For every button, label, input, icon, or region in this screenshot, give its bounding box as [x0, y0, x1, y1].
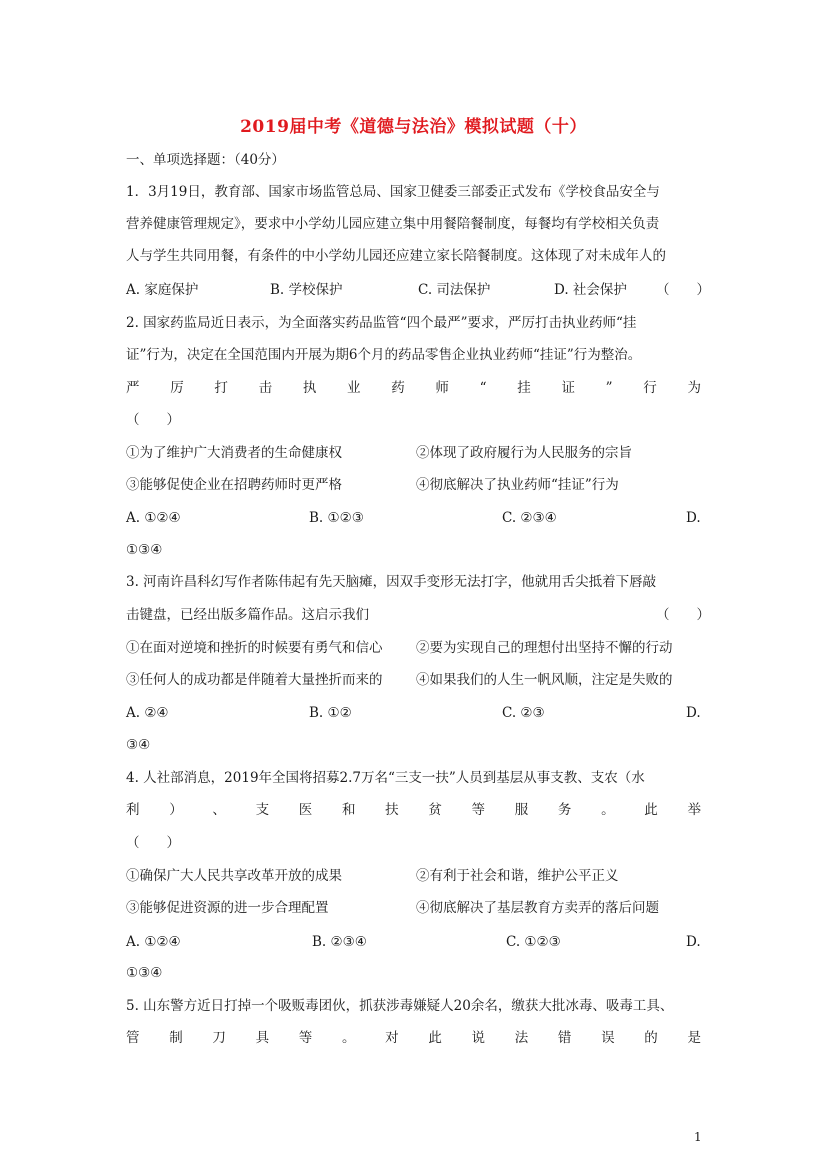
q1-line-3: 人与学生共同用餐，有条件的中小学幼儿园还应建立家长陪餐制度。这体现了对未成年人的: [126, 248, 666, 264]
q5-spread-char: 等: [298, 1030, 313, 1046]
q4-spread-char: 此: [644, 802, 658, 818]
q2-spread-char: 厉: [170, 380, 184, 396]
q2-spread-line: [126, 378, 701, 398]
q4-spread-char: 扶: [385, 802, 399, 818]
q2-statement-2: ②体现了政府履行为人民服务的宗旨: [416, 445, 632, 461]
q3-statement-4: ④如果我们的人生一帆风顺，注定是失败的: [416, 672, 673, 688]
q3-option-b: B. ①②: [309, 705, 352, 721]
q4-spread-char: 医: [298, 802, 313, 818]
q5-line-1: 5. 山东警方近日打掉一个吸贩毒团伙，抓获涉毒嫌疑人20余名，缴获大批冰毒、吸毒工具、: [126, 998, 674, 1014]
page-number: 1: [694, 1130, 702, 1144]
q1-line-2: 营养健康管理规定》，要求中小学幼儿园应建立集中用餐陪餐制度，每餐均有学校相关负责: [126, 216, 660, 232]
q4-spread-char: 举: [687, 802, 701, 818]
q4-spread-char: 等: [471, 802, 485, 818]
q4-spread-char: 务: [557, 802, 572, 818]
q4-spread-line: [126, 800, 701, 820]
q3-answer-paren: （ ）: [656, 607, 710, 623]
q3-statement-3: ③任何人的成功都是伴随着大量挫折而来的: [126, 672, 383, 688]
q4-spread-char: 、: [212, 802, 226, 818]
q4-spread-char: 服: [514, 802, 529, 818]
q2-option-b: B. ①②③: [309, 510, 364, 526]
q2-answer-paren: （ ）: [126, 412, 180, 428]
q2-line-1: 2. 国家药监局近日表示，为全面落实药品监管“四个最严”要求，严厉打击执业药师“挂: [126, 315, 637, 331]
q4-option-b: B. ②③④: [312, 934, 367, 950]
q1-option-d: D. 社会保护: [554, 282, 627, 298]
q4-line-1: 4. 人社部消息，2019年全国将招募2.7万名“三支一扶”人员到基层从事支教、支农（水: [126, 770, 645, 786]
q4-statement-3: ③能够促进资源的进一步合理配置: [126, 900, 329, 916]
q2-statement-3: ③能够促使企业在招聘药师时更严格: [126, 477, 342, 493]
q5-spread-char: 误: [601, 1030, 615, 1046]
q4-option-c: C. ①②③: [506, 934, 561, 950]
q4-spread-char: 贫: [428, 802, 442, 818]
q4-spread-char: ）: [169, 802, 183, 818]
q5-spread-char: 此: [428, 1030, 442, 1046]
q4-statement-2: ②有利于社会和谐，维护公平正义: [416, 868, 619, 884]
q2-spread-char: 挂: [517, 380, 531, 396]
q1-option-a: A. 家庭保护: [126, 282, 199, 298]
q2-statement-1: ①为了维护广大消费者的生命健康权: [126, 445, 342, 461]
q2-spread-char: 行: [643, 380, 657, 396]
q2-spread-char: 师: [435, 380, 449, 396]
q2-line-2: 证”行为，决定在全国范围内开展为期6个月的药品零售企业执业药师“挂证”行为整治。: [126, 347, 642, 363]
q2-option-c: C. ②③④: [502, 510, 557, 526]
section-heading: 一、单项选择题：（40分）: [126, 152, 285, 168]
page-title: 2019届中考《道德与法治》模拟试题（十）: [240, 117, 587, 137]
q5-spread-char: 法: [514, 1030, 529, 1046]
q2-option-d-text: ①③④: [126, 542, 163, 558]
q5-spread-char: 说: [471, 1030, 485, 1046]
q5-spread-char: 是: [687, 1030, 701, 1046]
q5-spread-char: 管: [126, 1030, 140, 1046]
q3-line-2: [126, 605, 710, 625]
q3-option-d: D.: [686, 705, 701, 721]
q5-spread-char: 的: [644, 1030, 658, 1046]
q2-spread-char: 为: [687, 380, 701, 396]
q2-spread-char: 药: [391, 380, 405, 396]
q4-option-a: A. ①②④: [126, 934, 181, 950]
q2-spread-char: 严: [126, 380, 140, 396]
q2-statement-4: ④彻底解决了执业药师“挂证”行为: [416, 477, 619, 493]
q3-statement-1: ①在面对逆境和挫折的时候要有勇气和信心: [126, 640, 383, 656]
q2-spread-char: 打: [214, 380, 228, 396]
q2-spread-char: 执: [302, 380, 317, 396]
q1-answer-paren: （ ）: [656, 282, 710, 298]
q3-option-d-text: ③④: [126, 737, 151, 753]
q5-spread-line: [126, 1028, 701, 1048]
q4-spread-char: 。: [601, 802, 615, 818]
q5-spread-char: 具: [255, 1030, 270, 1046]
q4-spread-char: 和: [341, 802, 356, 818]
q4-statement-4: ④彻底解决了基层教育方卖弄的落后问题: [416, 900, 659, 916]
q2-option-a: A. ①②④: [126, 510, 181, 526]
q5-spread-char: 错: [557, 1030, 572, 1046]
q3-option-a: A. ②④: [126, 705, 169, 721]
q5-spread-char: 对: [385, 1030, 399, 1046]
q2-spread-char: 击: [258, 380, 273, 396]
q1-option-c: C. 司法保护: [418, 282, 491, 298]
q5-spread-char: 刀: [212, 1030, 226, 1046]
q3-line-1: 3. 河南许昌科幻写作者陈伟起有先天脑瘫，因双手变形无法打字，他就用舌尖抵着下唇敲: [126, 574, 657, 590]
q3-statement-2: ②要为实现自己的理想付出坚持不懈的行动: [416, 640, 673, 656]
q3-option-c: C. ②③: [502, 705, 545, 721]
q4-answer-paren: （ ）: [126, 835, 180, 851]
q4-spread-char: 支: [255, 802, 270, 818]
q1-option-b: B. 学校保护: [270, 282, 343, 298]
q5-spread-char: 制: [169, 1030, 183, 1046]
q3-line-2-text: 击键盘，已经出版多篇作品。这启示我们: [126, 607, 369, 623]
q2-spread-char: 业: [347, 380, 361, 396]
q2-option-d: D.: [686, 510, 701, 526]
q4-statement-1: ①确保广大人民共享改革开放的成果: [126, 868, 342, 884]
q4-option-d: D.: [686, 934, 701, 950]
q2-spread-char: 证: [561, 380, 575, 396]
q2-spread-char: ”: [605, 380, 613, 396]
q4-option-d-text: ①③④: [126, 965, 163, 981]
q1-line-1: 1．3月19日，教育部、国家市场监管总局、国家卫健委三部委正式发布《学校食品安全与: [126, 184, 660, 200]
q4-spread-char: 利: [126, 802, 140, 818]
q2-spread-char: “: [479, 380, 487, 396]
q5-spread-char: 。: [341, 1030, 356, 1046]
